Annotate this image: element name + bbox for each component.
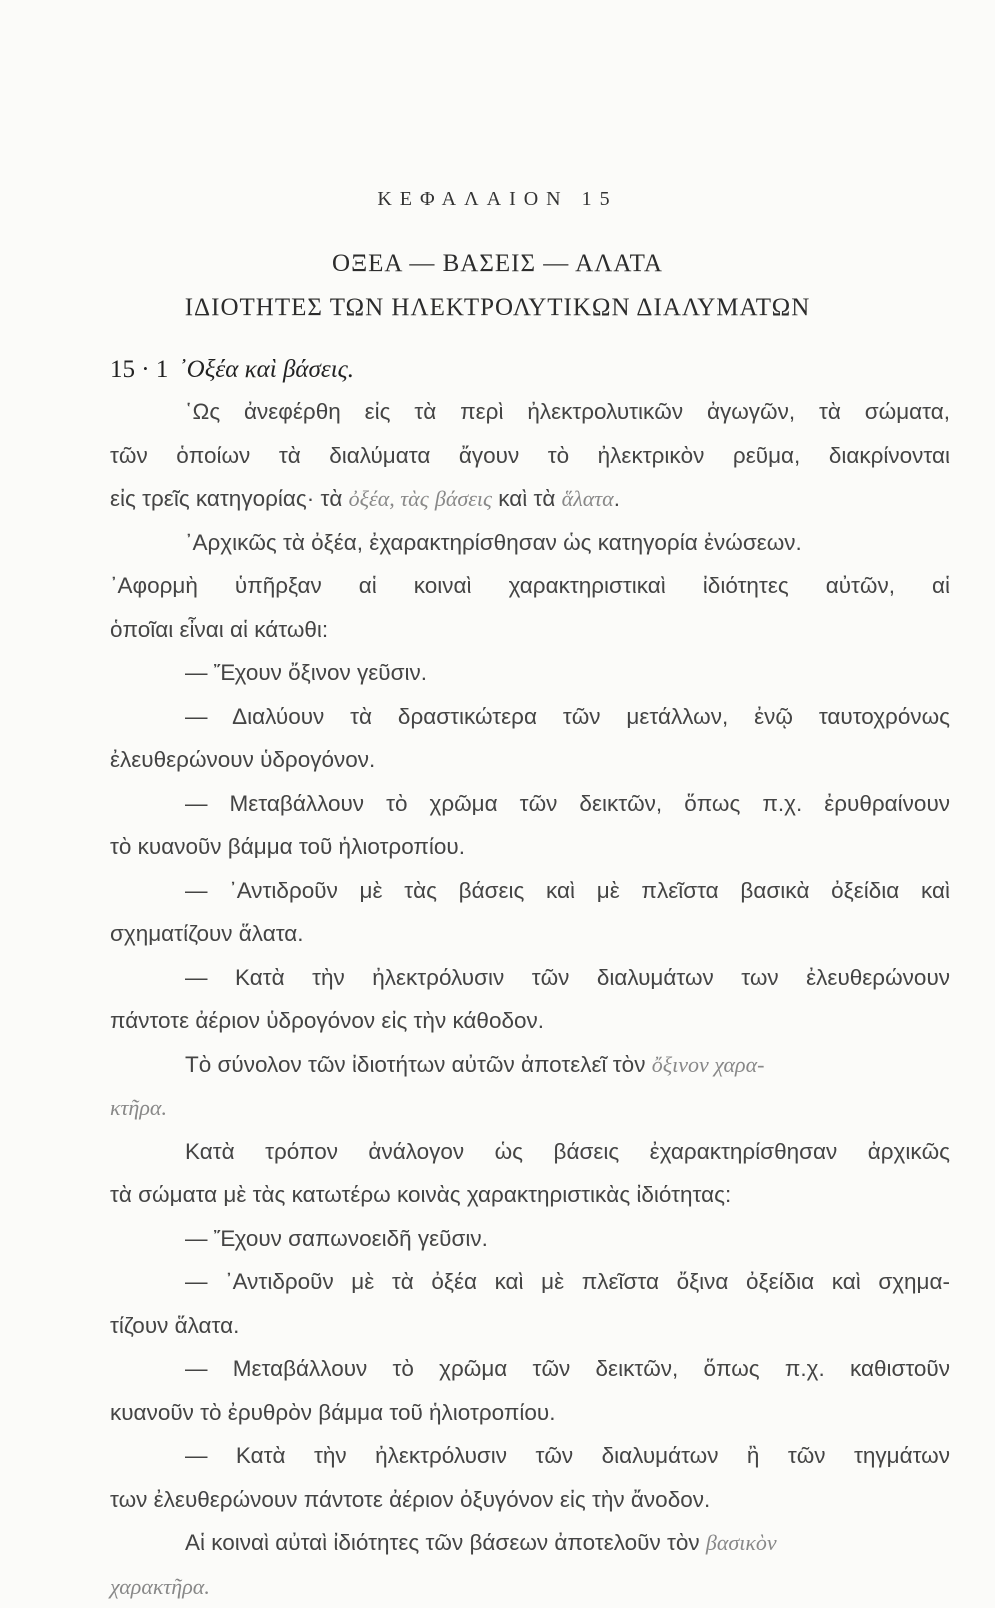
text-line: — ᾿Αντιδροῦν μὲ τὰς βάσεις καὶ μὲ πλεῖστα βασικὰ ὀξείδια καὶ	[110, 869, 950, 913]
term-vasikos-charaktir-end: χαρακτῆρα.	[110, 1574, 210, 1599]
text-line	[110, 1565, 950, 1608]
text-line: — ᾿Αντιδροῦν μὲ τὰ ὀξέα καὶ μὲ πλεῖστα ὄξινα ὀξείδια καὶ σχημα-	[110, 1260, 950, 1304]
text-span: εἰς τρεῖς κατηγορίας· τὰ	[110, 486, 342, 511]
text-line: — Ἔχουν σαπωνοειδῆ γεῦσιν.	[110, 1217, 950, 1261]
text-line: — Μεταβάλλουν τὸ χρῶμα τῶν δεικτῶν, ὅπως π.χ. ἐρυθραίνουν	[110, 782, 950, 826]
text-span: Αἱ κοιναὶ αὐταὶ ἰδιότητες τῶν βάσεων ἀποτελοῦν τὸν	[185, 1530, 700, 1555]
text-line: κυανοῦν τὸ ἐρυθρὸν βάμμα τοῦ ἡλιοτροπίου.	[110, 1391, 950, 1435]
text-span: .	[614, 486, 620, 511]
text-line	[110, 1521, 950, 1565]
text-line	[110, 1043, 950, 1087]
term-oxea: ὀξέα	[349, 486, 390, 511]
body-text	[110, 390, 950, 1608]
term-oxinos-charaktir: ὄξινον χαρα-	[652, 1052, 765, 1077]
text-line	[110, 1086, 950, 1130]
text-line: πάντοτε ἀέριον ὑδρογόνον εἰς τὴν κάθοδον.	[110, 999, 950, 1043]
text-span: , τὰς	[389, 486, 428, 511]
text-line: — Ἔχουν ὄξινον γεῦσιν.	[110, 651, 950, 695]
text-line: τὸ κυανοῦν βάμμα τοῦ ἡλιοτροπίου.	[110, 825, 950, 869]
text-line: — Κατὰ τὴν ἠλεκτρόλυσιν τῶν διαλυμάτων των ἐλευθερώνουν	[110, 956, 950, 1000]
term-vasikos-charaktir: βασικὸν	[706, 1530, 777, 1555]
text-line: σχηματίζουν ἅλατα.	[110, 912, 950, 956]
chapter-title-line1: ΟΞΕΑ — ΒΑΣΕΙΣ — ΑΛΑΤΑ	[0, 250, 995, 278]
text-line: ῾Ως ἀνεφέρθη εἰς τὰ περὶ ἠλεκτρολυτικῶν ἀγωγῶν, τὰ σώματα,	[110, 390, 950, 434]
section-heading	[110, 356, 354, 384]
text-line: ᾿Αρχικῶς τὰ ὀξέα, ἐχαρακτηρίσθησαν ὡς κατηγορία ἐνώσεων.	[110, 521, 950, 565]
text-line: — Μεταβάλλουν τὸ χρῶμα τῶν δεικτῶν, ὅπως π.χ. καθιστοῦν	[110, 1347, 950, 1391]
text-line: ᾿Αφορμὴ ὑπῆρξαν αἱ κοιναὶ χαρακτηριστικαὶ ἰδιότητες αὐτῶν, αἱ	[110, 564, 950, 608]
text-span: Τὸ σύνολον τῶν ἰδιοτήτων αὐτῶν ἀποτελεῖ τὸν	[185, 1052, 645, 1077]
term-vaseis: βάσεις	[435, 486, 492, 511]
chapter-title-line2: ΙΔΙΟΤΗΤΕΣ ΤΩΝ ΗΛΕΚΤΡΟΛΥΤΙΚΩΝ ΔΙΑΛΥΜΑΤΩΝ	[0, 294, 995, 322]
text-line: τὰ σώματα μὲ τὰς κατωτέρω κοινὰς χαρακτηριστικὰς ἰδιότητας:	[110, 1173, 950, 1217]
text-line: τῶν ὁποίων τὰ διαλύματα ἄγουν τὸ ἠλεκτρικὸν ρεῦμα, διακρίνονται	[110, 434, 950, 478]
text-line: ὁποῖαι εἶναι αἱ κάτωθι:	[110, 608, 950, 652]
section-title: ᾿Οξέα καὶ βάσεις.	[178, 356, 354, 383]
term-alata: ἅλατα	[562, 486, 614, 511]
text-line: — Κατὰ τὴν ἠλεκτρόλυσιν τῶν διαλυμάτων ἢ τῶν τηγμάτων	[110, 1434, 950, 1478]
text-line: Κατὰ τρόπον ἀνάλογον ὡς βάσεις ἐχαρακτηρίσθησαν ἀρχικῶς	[110, 1130, 950, 1174]
text-line	[110, 477, 950, 521]
section-number: 15 · 1	[110, 356, 168, 383]
text-line: τίζουν ἅλατα.	[110, 1304, 950, 1348]
text-span: καὶ τὰ	[498, 486, 555, 511]
chapter-heading: ΚΕΦΑΛΑΙΟΝ 15	[0, 188, 995, 211]
term-oxinos-charaktir-end: κτῆρα.	[110, 1095, 167, 1120]
text-line: — Διαλύουν τὰ δραστικώτερα τῶν μετάλλων, ἐνῷ ταυτοχρόνως	[110, 695, 950, 739]
text-line: ἐλευθερώνουν ὑδρογόνον.	[110, 738, 950, 782]
text-line: των ἐλευθερώνουν πάντοτε ἀέριον ὀξυγόνον εἰς τὴν ἄνοδον.	[110, 1478, 950, 1522]
